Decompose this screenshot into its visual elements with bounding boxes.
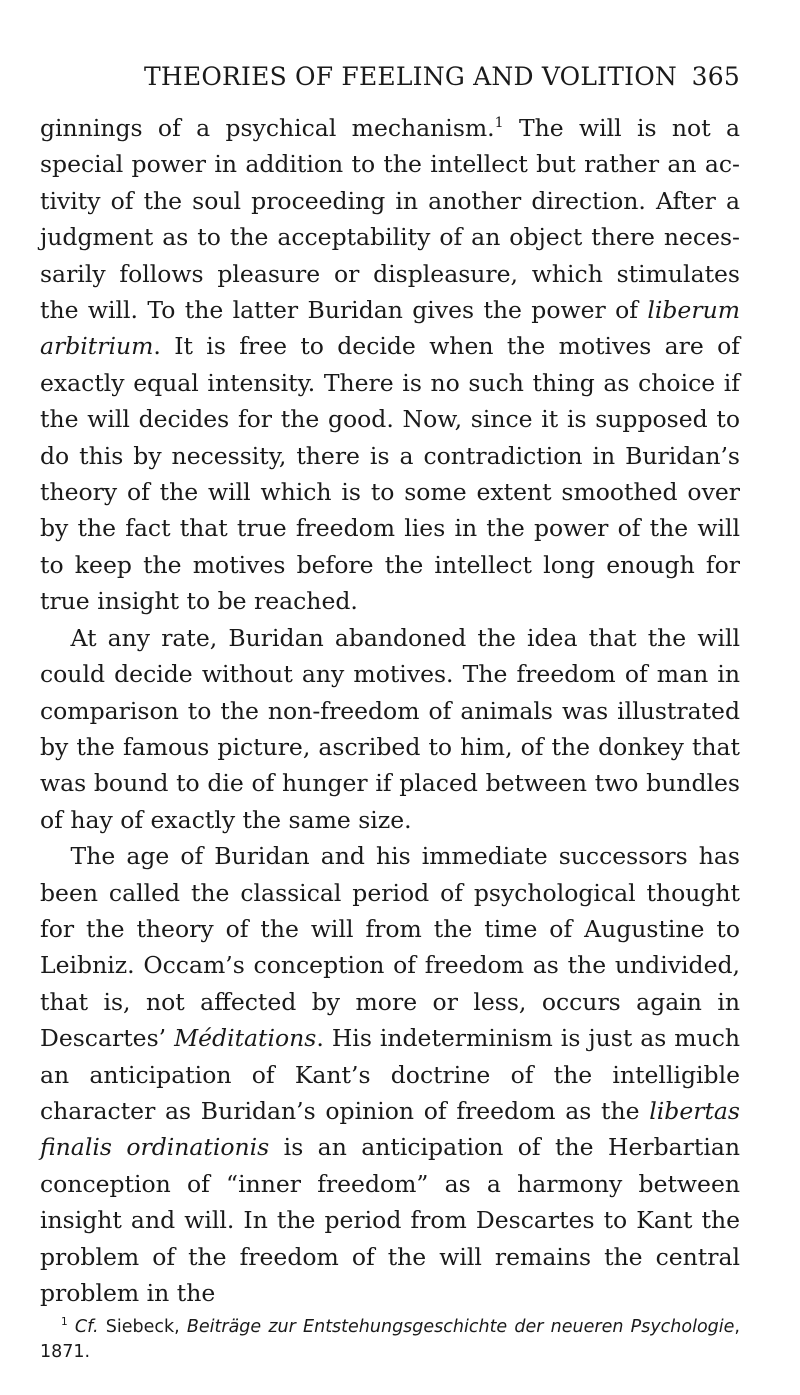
footnote-marker: 1 <box>494 115 504 132</box>
italic-text: Beiträge zur Entstehungsgeschichte der neueren Psychologie <box>186 1317 735 1338</box>
text-run <box>68 1317 75 1337</box>
text-run: is an anticipation of the Herbartian conception of “inner freedom” as a harmony between insight and will. In the period from Descartes to Kant the problem of the freedom of the will remains the central problem in the <box>40 1133 740 1307</box>
running-head-title: THEORIES OF FEELING AND VOLITION <box>144 62 677 91</box>
text-run: ginnings of a psychical mechanism. <box>40 114 495 142</box>
text-run: , 1871. <box>40 1317 740 1363</box>
footnote-1 <box>40 1315 740 1365</box>
italic-text: liberum arbitrium <box>40 296 740 361</box>
text-run: At any rate, Buridan abandoned the idea that the will could decide without any motives. The freedom of man in comparison to the non-freedom of animals was illustrated by the famous picture, ascribed to him, of the donkey that was bound to die of hunger if placed between two bundles of hay of exactly the same size. <box>40 623 740 834</box>
body-text <box>40 110 740 1311</box>
italic-text: libertas finalis ordinationis <box>40 1096 740 1162</box>
text-run: The will is not a special power in addition to the intellect but rather an activity of the soul proceeding in another direction. After a judgment as to the acceptability of an object there necessarily follows pleasure or displeasure, which stimulates the will. To the latter Buridan gives the power of <box>40 114 740 325</box>
page-number: 365 <box>691 62 740 91</box>
paragraph-3 <box>40 838 740 1311</box>
text-run: . His indeterminism is just as much an anticipation of Kant’s doctrine of the intelligible character as Buridan’s opinion of freedom as the <box>40 1024 740 1125</box>
paragraph-1 <box>40 110 740 620</box>
italic-text: Cf. <box>74 1317 99 1338</box>
text-run: Siebeck, <box>98 1317 187 1338</box>
text-run: . It is free to decide when the motives are of exactly equal intensity. There is no such thing as choice if the will decides for the good. Now, since it is supposed to do this by necessity, there is a contradiction in Buridan’s theory of the will which is to some extent smoothed over by the fact that true freedom lies in the power of the will to keep the motives before the intellect long enough for true insight to be reached. <box>40 332 740 616</box>
footnotes <box>40 1315 740 1365</box>
book-page <box>40 62 740 1365</box>
text-run: The age of Buridan and his immediate successors has been called the classical period of psychological thought for the theory of the will from the time of Augustine to Leibniz. Occam’s conception of freedom as the undivided, that is, not affected by more or less, occurs again in Descartes’ <box>40 842 740 1053</box>
italic-text: Méditations <box>174 1024 317 1053</box>
running-head <box>40 62 740 102</box>
paragraph-2 <box>40 620 740 838</box>
footnote-marker: 1 <box>61 1316 68 1329</box>
